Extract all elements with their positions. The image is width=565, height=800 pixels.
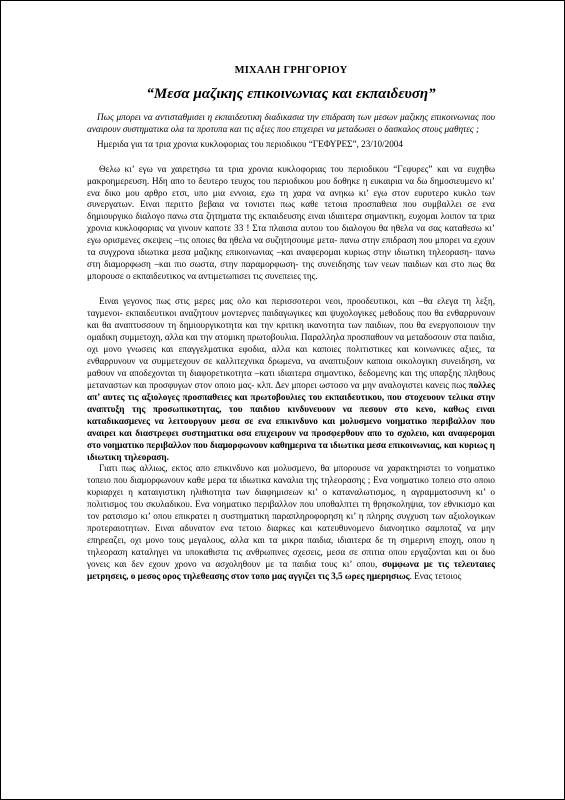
- paragraph-3-text: Γιατι πως αλλιως, εκτος απο επικινδυνο και μολυσμενο, θα μπορουσε να χαρακτηριστει το νοηματικο τοπειο που διαμορφωνουν καθε μερα τα ιδιωτικα καναλια της τηλεορασης ; Ενα νοηματικο τοπειο στο οποιο κυριαρχει η καταιγιστικη ηλιθιοτητα των διαφημισεων κι’ ο καταναλωτισμος, η αγραμματοσυνη κι’ ο πολιτισμος του σκυλαδικου. Ενα νοηματικο περιβαλλον που υποθαλπτει τη θρησκοληψια, τον εθνικισμο και τον ρατσισμο κι’ οπου επικρατει η συστηματικη παραπληροφορηση κι’ η πληρης συγχυση των αξιολογικων προτεραιοτητων. Ειναι αδυνατον ενα τετοιο διαρκες και κατευθυνομενο διανοητικο σαμποταζ να μην επηρεαζει, οχι μονο τους μεγαλους, αλλα και τα μικρα παιδια, ιδιαιτερα δε τη σημερινη εποχη, οπου η τηλεοραση καταληγει να υποκαθιστα τις ανθρωπινες σχεσεις, μεσα σε σπιτια οπου εργαζονται και οι δυο γονεις και δεν εχουν χρονο να ασχοληθουν με τα παιδια τους κι’ οπου,: [87, 463, 495, 570]
- document-body: [87, 65, 495, 583]
- subtitle-question: Πως μπορει να αντισταθμισει η εκπαιδευτικη διαδικασια την επιδραση των μεσων μαζικης επικοινωνιας που αναιρουν συστηματικα ολα τα προτυπα και τις αξιες που επιχειρει να μεταδωσει ο δασκαλος στους μαθητες ;: [87, 112, 495, 135]
- paragraph-2-text: Ειναι γεγονος πως στις μερες μας ολο και περισσοτεροι νεοι, προοδευτικοι, και –θα ελεγα τη λεξη, ταγμενοι- εκπαιδευτικοι αναζητουν μοντερνες παιδαγωγικες και ψυχολογικες μεθοδους που θα ενθαρρυνουν και θα αναπτυσσουν τη δημιουργικοτητα και την κριτικη ικανοτητα των παιδιων, που θα ενεργοποιουν την ομαδικη συμμετοχη, αλλα και την ατομικη πρωτοβουλια. Παραλληλα προσπαθουν να μεταδοσουν στα παιδια, οχι μονο γνωσεις και επαγγελματικα εφοδια, αλλα και καποιες πολιτιστικες και κοινωνικες αξιες, τα ενθαρρυνουν να συμμετεχουν σε καλλιτεχνικα δρωμενα, να αναπτυξουν καποια οικολογικη συνειδηση, να μαθουν να αποδεχονται τη διαφορετικοτητα –κατι ιδιαιτερα σημαντικο, δεδομενης και της υπαρξης πληθους μεταναστων και προσφυγων στον οποιο μας- κλπ. Δεν μπορει ωστοσο να μην αναλογιστει κανεις πως: [87, 296, 495, 390]
- document-title: “Μεσα μαζικης επικοινωνιας και εκπαιδευση”: [146, 86, 436, 102]
- event-line: Ημεριδα για τα τρια χρονια κυκλοφοριας του περιοδικου “ΓΕΦΥΡΕΣ”, 23/10/2004: [97, 138, 403, 149]
- paragraph-1-text: Θελω κι’ εγω να χαιρετησω τα τρια χρονια κυκλοφοριας του περιοδικου “Γεφυρες” και να ευχηθω μακροημερευση. Ηδη απο το δευτερο τευχος του περιοδικου μου δοθηκε η ευκαιρια να δω δημοσιευμενο κι’ ενα δικο μου αρθρο ετσι, υπο μια εννοια, εχω τη χαρα να ανηκω κι’ εγω στον ευρυτερο κυκλο των συνεργατων. Ειναι περιττο βεβαια να τονιστει πως καθε τετοια προσπαθεια που συμβαλλει σε ενα δημιουργικο διαλογο πανω στα ζητηματα της εκπαιδευσης ειναι ιδιαιτερα σημαντικη, ευχομαι λοιπον τα τρια χρονια κυκλοφοριας να γινουν καποτε 33 ! Στα πλαισια αυτου του διαλογου θα ηθελα να σας καταθεσω κι’ εγω ορισμενες σκεψεις –τις οποιες θα ηθελα να συζητησουμε μετα- πανω στην επιδραση που μπορει να εχουν τα συγχρονα ιδιωτικα μεσα μαζικης επικοινωνιας –και αναφερομαι κυριως στην ιδιωτικη τηλεοραση- πανω στη διαμορφωση –και πιο σωστα, στην παραμορφωση- της συνειδησης των νεων παιδιων και στο πως θα μπορουσε ο εκπαιδευτικος να αντιμετωπισει τις συνεπειες της.: [87, 163, 495, 282]
- paragraph-1: [87, 164, 495, 284]
- paragraph-2: [87, 296, 495, 463]
- paragraph-3-bold-text: συμφωνα με τις τελευταιες μετρησεις, ο μεσος ορος τηλεθεασης στον τοπο μας αγγιζει τις 3,5 ωρες ημερησιως: [87, 559, 495, 582]
- paragraph-3: [87, 463, 495, 583]
- paragraph-3-tail-text: . Ενας τετοιος: [409, 571, 462, 582]
- paragraph-2-bold-text: πολλες απ’ αυτες τις αξιολογες προσπαθειες και πρωτοβουλιες του εκπαιδευτικου, που στοχευουν τελικα στην αναπτυξη της προσωπικοτητας, του παιδιου κινδυνευουν να πεσουν στο κενο, καθως ειναι καταδικασμενες να λειτουργουν μεσα σε ενα επικινδυνο και μολυσμενο νοηματικο περιβαλλον που αναιρει και διαστρεφει συστηματικα οσα επιχειρουν να προσφερθουν απο το σχολειο, και αναφερομαι στο νοηματικο περιβαλλον που διαμορφωνουν καθημερινα τα ιδιωτικα μεσα επικοινωνιας, και κυριως η ιδιωτικη τηλεοραση.: [87, 379, 495, 462]
- author-name: ΜΙΧΑΛΗ ΓΡΗΓΟΡΙΟΥ: [234, 65, 348, 76]
